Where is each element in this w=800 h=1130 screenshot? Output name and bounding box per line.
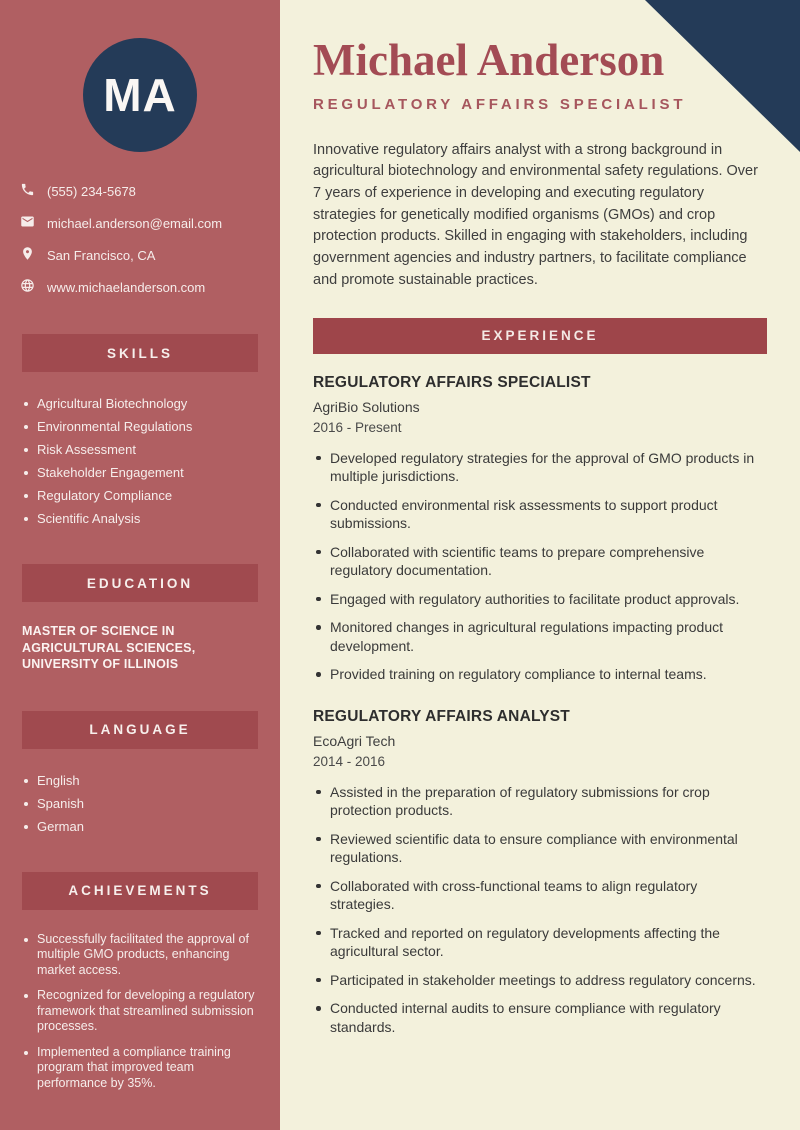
- email-icon: [20, 214, 35, 232]
- job-company: EcoAgri Tech: [313, 732, 396, 749]
- job-entry: [313, 708, 767, 1037]
- main-content: [280, 0, 800, 1130]
- achievement-item: Successfully facilitated the approval of multiple GMO products, enhancing market access.: [24, 932, 262, 979]
- achievements-section-header: ACHIEVEMENTS: [22, 872, 258, 910]
- job-dates: 2014 - 2016: [313, 753, 386, 769]
- job-bullet: Collaborated with cross-functional teams to align regulatory strategies.: [313, 877, 765, 914]
- skill-item: Stakeholder Engagement: [24, 465, 262, 480]
- language-list: [0, 773, 280, 834]
- skill-item: Regulatory Compliance: [24, 488, 262, 503]
- candidate-name: Michael Anderson: [313, 35, 665, 85]
- skill-item: Agricultural Biotechnology: [24, 396, 262, 411]
- job-dates: 2016 - Present: [313, 419, 402, 435]
- avatar: [83, 38, 197, 152]
- skills-section-header: SKILLS: [22, 334, 258, 372]
- avatar-initials: MA: [103, 69, 177, 121]
- achievement-item: Recognized for developing a regulatory framework that streamlined submission processes.: [24, 988, 262, 1035]
- job-bullet: Tracked and reported on regulatory developments affecting the agricultural sector.: [313, 924, 765, 961]
- job-bullet: Assisted in the preparation of regulatory submissions for crop protection products.: [313, 783, 765, 820]
- contact-location-text: San Francisco, CA: [47, 247, 156, 263]
- job-title: REGULATORY AFFAIRS SPECIALIST: [313, 373, 591, 391]
- job-bullet: Collaborated with scientific teams to prepare comprehensive regulatory documentation.: [313, 543, 765, 580]
- job-entry: [313, 374, 767, 684]
- job-bullet: Provided training on regulatory compliance to internal teams.: [313, 665, 765, 684]
- globe-icon: [20, 278, 35, 296]
- education-degree: MASTER OF SCIENCE IN AGRICULTURAL SCIENCES, UNIVERSITY OF ILLINOIS: [22, 624, 196, 671]
- job-bullet: Developed regulatory strategies for the approval of GMO products in multiple jurisdictions.: [313, 449, 765, 486]
- job-bullet: Monitored changes in agricultural regulations impacting product development.: [313, 618, 765, 655]
- contact-email-text: michael.anderson@email.com: [47, 215, 223, 231]
- contact-phone-text: (555) 234-5678: [47, 183, 136, 199]
- job-bullet: Conducted environmental risk assessments to support product submissions.: [313, 496, 765, 533]
- location-icon: [20, 246, 35, 264]
- sidebar: [0, 0, 280, 1130]
- job-bullet: Participated in stakeholder meetings to address regulatory concerns.: [313, 971, 765, 990]
- language-section-header: LANGUAGE: [22, 711, 258, 749]
- skill-item: Scientific Analysis: [24, 511, 262, 526]
- contact-email: [20, 214, 264, 232]
- experience-section-header: EXPERIENCE: [313, 318, 767, 354]
- contact-location: [20, 246, 264, 264]
- education-section-header: EDUCATION: [22, 564, 258, 602]
- job-bullet: Conducted internal audits to ensure compliance with regulatory standards.: [313, 999, 765, 1036]
- language-item: German: [24, 819, 262, 834]
- profile-summary: Innovative regulatory affairs analyst with a strong background in agricultural biotechnology and environmental safety regulations. Over 7 years of experience in developing and executing regulatory strategies for genetically modified organisms (GMOs) and crop protection products. Skilled in engaging with stakeholders, including government agencies and industry partners, to facilitate compliance and promote sustainable practices.: [313, 141, 758, 288]
- candidate-role: REGULATORY AFFAIRS SPECIALIST: [313, 95, 687, 113]
- job-bullet-list: [313, 449, 767, 684]
- contact-website-text: www.michaelanderson.com: [47, 279, 206, 295]
- skill-item: Environmental Regulations: [24, 419, 262, 434]
- language-item: English: [24, 773, 262, 788]
- contact-phone: [20, 182, 264, 200]
- job-title: REGULATORY AFFAIRS ANALYST: [313, 707, 570, 725]
- contact-website: [20, 278, 264, 296]
- skill-item: Risk Assessment: [24, 442, 262, 457]
- skills-list: [0, 396, 280, 526]
- achievements-list: [0, 932, 280, 1092]
- job-company: AgriBio Solutions: [313, 398, 420, 415]
- phone-icon: [20, 182, 35, 200]
- job-bullet: Engaged with regulatory authorities to facilitate product approvals.: [313, 590, 765, 609]
- contact-list: [0, 182, 280, 296]
- achievement-item: Implemented a compliance training program that improved team performance by 35%.: [24, 1045, 262, 1092]
- job-bullet: Reviewed scientific data to ensure compliance with environmental regulations.: [313, 830, 765, 867]
- language-item: Spanish: [24, 796, 262, 811]
- job-bullet-list: [313, 783, 767, 1037]
